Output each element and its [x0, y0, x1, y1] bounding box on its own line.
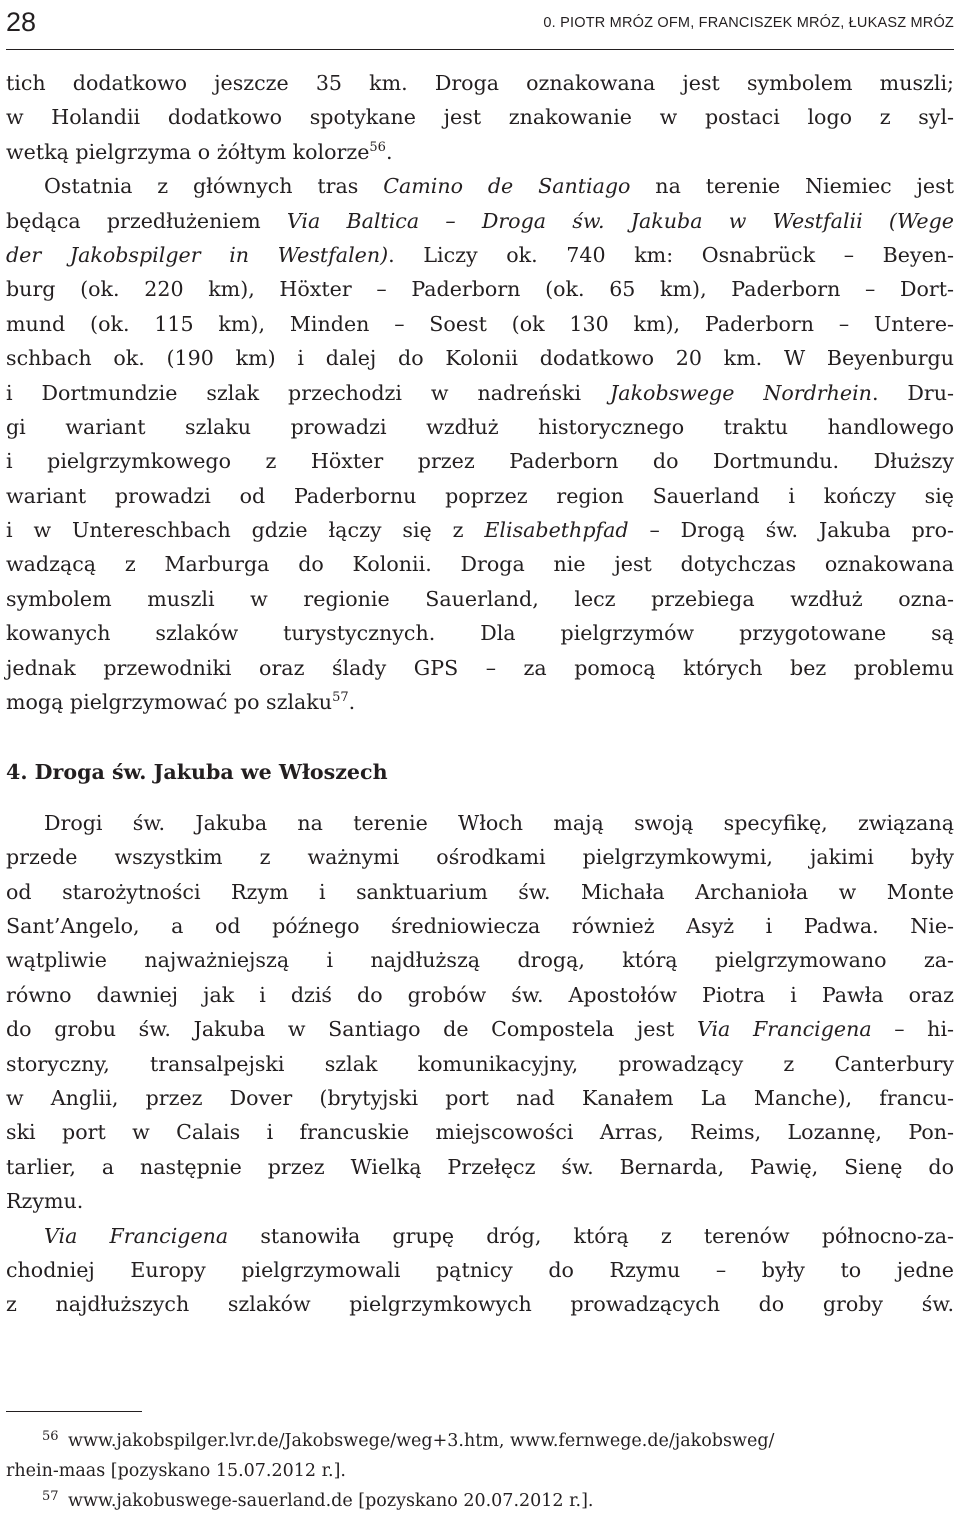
- text-run: Ostatnia z głównych tras: [44, 174, 384, 199]
- paragraph: [6, 169, 954, 719]
- text-run: chodniej Europy pielgrzymowali pątnicy do Rzymu – były to jedne: [6, 1257, 954, 1282]
- italic-text: Elisabethpfad: [484, 518, 629, 543]
- text-run: . Dru-: [871, 380, 955, 405]
- text-run: tarlier, a następnie przez Wielką Przełęcz św. Bernarda, Pawię, Sienę do: [6, 1154, 954, 1179]
- text-run: – Drogą św. Jakuba pro-: [628, 518, 954, 543]
- text-run: do grobu św. Jakuba w Santiago de Compostela jest: [6, 1017, 697, 1042]
- text-run: tich dodatkowo jeszcze 35 km. Droga oznakowana jest symbolem muszli;: [6, 71, 954, 95]
- italic-text: Via Francigena: [44, 1223, 229, 1248]
- text-run: burg (ok. 220 km), Höxter – Paderborn (ok. 65 km), Paderborn – Dort-: [6, 277, 954, 302]
- page-number: 28: [6, 7, 37, 37]
- text-line: [6, 875, 954, 909]
- text-run: od starożytności Rzym i sanktuarium św. Michała Archanioła w Monte: [6, 879, 954, 904]
- text-run: Sant’Angelo, a od późnego średniowiecza również Asyż i Padwa. Nie-: [6, 913, 954, 938]
- text-line: [6, 1253, 954, 1287]
- text-line: [6, 1012, 954, 1046]
- text-line: [6, 513, 954, 547]
- text-run: Rzymu.: [6, 1189, 84, 1214]
- text-line: [6, 204, 954, 238]
- text-run: symbolem muszli w regionie Sauerland, lecz przebiega wzdłuż ozna-: [6, 586, 954, 611]
- footnote-ref-56: 56: [369, 139, 386, 155]
- section-heading: 4. Droga św. Jakuba we Włoszech: [6, 760, 388, 785]
- text-run: będąca przedłużeniem: [6, 208, 287, 233]
- text-run: jednak przewodniki oraz ślady GPS – za pomocą których bez problemu: [6, 655, 954, 680]
- text-line: [6, 479, 954, 513]
- text-run: w Anglii, przez Dover (brytyjski port nad Kanałem La Manche), francu-: [6, 1085, 954, 1110]
- body-text: [6, 66, 954, 1322]
- text-line: [6, 840, 954, 874]
- text-line: [6, 410, 954, 444]
- text-line: [6, 1047, 954, 1081]
- text-line: [6, 376, 954, 410]
- footnote-ref-57: 57: [332, 690, 349, 706]
- footnote-link: www.jakobspilger.lvr.de/Jakobswege/weg+3.htm, www.fernwege.de/jakobsweg/: [68, 1431, 775, 1451]
- text-line: [6, 582, 954, 616]
- text-line: [6, 341, 954, 375]
- text-line: [6, 651, 954, 685]
- text-run: – hi-: [871, 1017, 954, 1042]
- text-line: [6, 238, 954, 272]
- text-line: [6, 169, 954, 203]
- text-line: [6, 943, 954, 977]
- text-line: [6, 547, 954, 581]
- italic-text: Camino de Santiago: [383, 174, 631, 199]
- text-run: wątpliwie najważniejszą i najdłuższą drogą, którą pielgrzymowano za-: [6, 948, 954, 973]
- italic-text: Jakobswege Nordrhein: [610, 380, 872, 405]
- header-rule: [6, 49, 954, 50]
- text-run: wariant prowadzi od Paderbornu poprzez region Sauerland i kończy się: [6, 483, 954, 508]
- text-run: mund (ok. 115 km), Minden – Soest (ok 130 km), Paderborn – Untere-: [6, 311, 954, 336]
- text-run: wadzącą z Marburga do Kolonii. Droga nie jest dotychczas oznakowana: [6, 552, 954, 577]
- footnote-56: [6, 1426, 954, 1486]
- text-line: [6, 978, 954, 1012]
- text-line: [6, 1184, 954, 1218]
- text-line: [6, 1081, 954, 1115]
- footnote-line: [6, 1456, 954, 1486]
- text-run: .: [348, 690, 356, 715]
- text-run: schbach ok. (190 km) i dalej do Kolonii dodatkowo 20 km. W Beyenburgu: [6, 346, 954, 371]
- text-line: [6, 444, 954, 478]
- footnote-rule: [6, 1411, 142, 1412]
- text-run: wetką pielgrzyma o żółtym kolorze: [6, 139, 370, 164]
- footnote-link: www.jakobuswege-sauerland.de [pozyskano 20.07.2012 r.].: [68, 1491, 594, 1511]
- text-run: stanowiła grupę dróg, którą z terenów północno-za-: [228, 1223, 954, 1248]
- text-line: [6, 909, 954, 943]
- footnote-57: [6, 1486, 954, 1516]
- text-run: Drogi św. Jakuba na terenie Włoch mają swoją specyfikę, związaną: [44, 810, 954, 835]
- text-line: [6, 806, 954, 840]
- italic-text: der Jakobspilger in Westfalen): [6, 242, 389, 267]
- text-line: [6, 100, 954, 134]
- text-line: [6, 1219, 954, 1253]
- text-run: i Dortmundzie szlak przechodzi w nadreński: [6, 380, 611, 405]
- text-run: przede wszystkim z ważnymi ośrodkami pielgrzymkowymi, jakimi były: [6, 845, 954, 870]
- text-run: gi wariant szlaku prowadzi wzdłuż historycznego traktu handlowego: [6, 414, 954, 439]
- text-run: ski port w Calais i francuskie miejscowości Arras, Reims, Lozannę, Pon-: [6, 1120, 954, 1145]
- text-run: .: [385, 139, 393, 164]
- text-line: [6, 685, 954, 719]
- italic-text: Via Francigena: [696, 1017, 872, 1042]
- text-line: [6, 272, 954, 306]
- text-run: mogą pielgrzymować po szlaku: [6, 690, 333, 715]
- footnote-line: 57 www.jakobuswege-sauerland.de [pozyskano 20.07.2012 r.].: [42, 1489, 594, 1511]
- text-line: [6, 66, 954, 100]
- paragraph: [6, 806, 954, 1219]
- paragraph: [6, 1219, 954, 1322]
- text-run: storyczny, transalpejski szlak komunikacyjny, prowadzący z Canterbury: [6, 1051, 954, 1076]
- text-line: [6, 135, 954, 169]
- text-run: równo dawniej jak i dziś do grobów św. Apostołów Piotra i Pawła oraz: [6, 982, 954, 1007]
- italic-text: Via Baltica – Droga św. Jakuba w Westfalii (Wege: [286, 208, 954, 233]
- text-run: kowanych szlaków turystycznych. Dla pielgrzymów przygotowane są: [6, 621, 954, 646]
- text-run: i w Untereschbach gdzie łączy się z: [6, 518, 485, 543]
- text-line: [6, 1115, 954, 1149]
- text-line: [6, 307, 954, 341]
- text-run: z najdłuższych szlaków pielgrzymkowych prowadzących do groby św.: [6, 1292, 954, 1317]
- running-title: 0. PIOTR MRÓZ OFM, FRANCISZEK MRÓZ, ŁUKASZ MRÓZ: [543, 15, 954, 31]
- text-run: i pielgrzymkowego z Höxter przez Paderborn do Dortmundu. Dłuższy: [6, 449, 954, 474]
- text-line: [6, 616, 954, 650]
- text-run: na terenie Niemiec jest: [630, 174, 954, 199]
- text-run: . Liczy ok. 740 km: Osnabrück – Beyen-: [388, 242, 954, 267]
- text-line: [6, 1287, 954, 1321]
- footnote-line: 56 www.jakobspilger.lvr.de/Jakobswege/weg+3.htm, www.fernwege.de/jakobsweg/: [42, 1429, 775, 1451]
- running-header: [6, 2, 954, 42]
- footnotes: [6, 1426, 954, 1516]
- text-run: w Holandii dodatkowo spotykane jest znakowanie w postaci logo z syl-: [6, 105, 954, 130]
- paragraph: [6, 66, 954, 169]
- text-line: [6, 1150, 954, 1184]
- footnote-text: rhein-maas [pozyskano 15.07.2012 r.].: [6, 1461, 346, 1481]
